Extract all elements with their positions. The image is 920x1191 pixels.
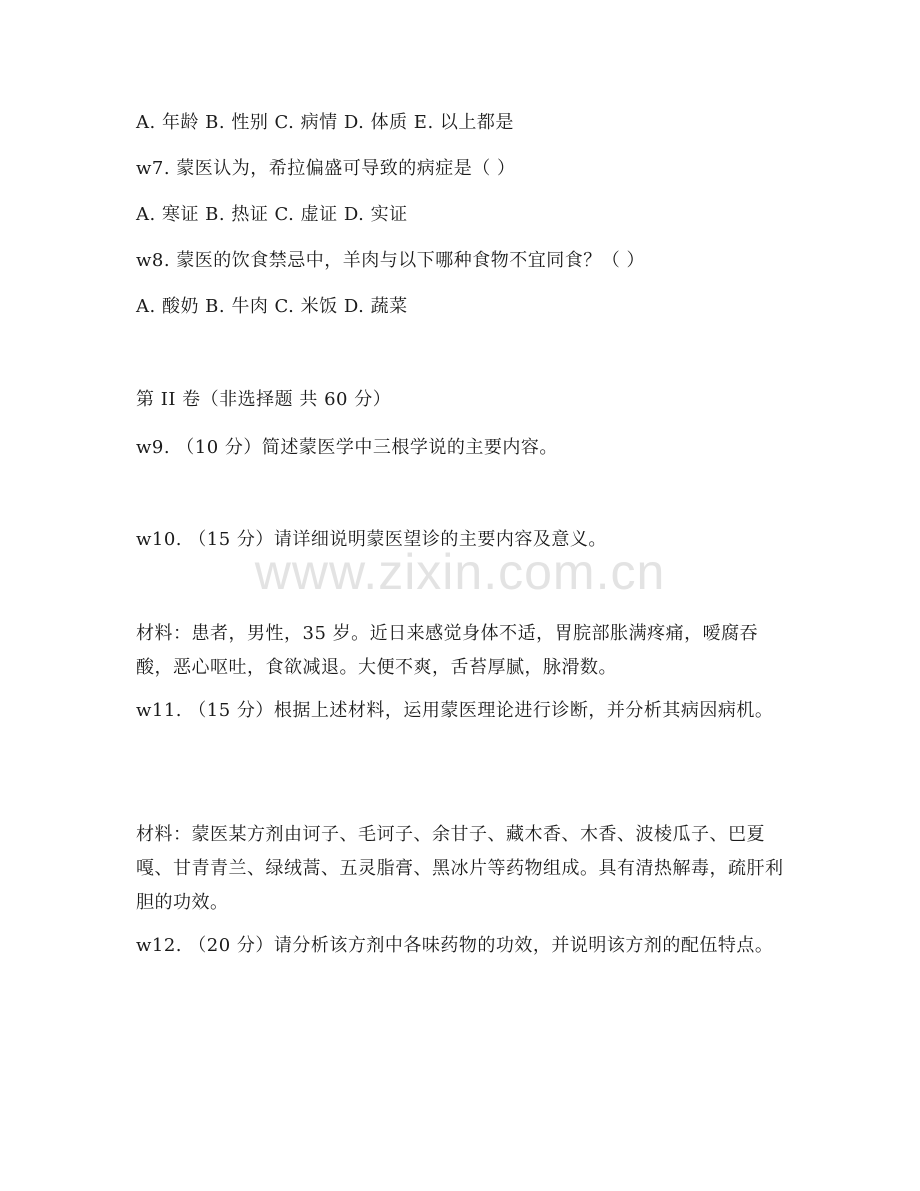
q8-stem: w8. 蒙医的饮食禁忌中，羊肉与以下哪种食物不宜同食？（ ）	[136, 250, 646, 271]
q9-stem: w9. （10 分）简述蒙医学中三根学说的主要内容。	[136, 437, 558, 458]
material-1: 材料：患者，男性，35 岁。近日来感觉身体不适，胃脘部胀满疼痛，嗳腐吞酸，恶心呕吐，食欲减退。大便不爽，舌苔厚腻，脉滑数。	[136, 623, 759, 678]
q6-options: A. 年龄 B. 性别 C. 病情 D. 体质 E. 以上都是	[136, 112, 514, 133]
q7-stem: w7. 蒙医认为，希拉偏盛可导致的病症是（ ）	[136, 158, 516, 179]
material-2: 材料：蒙医某方剂由诃子、毛诃子、余甘子、藏木香、木香、波棱瓜子、巴夏嘎、甘青青兰、绿绒蒿、五灵脂膏、黑冰片等药物组成。具有清热解毒，疏肝利胆的功效。	[136, 824, 784, 913]
q10-stem: w10. （15 分）请详细说明蒙医望诊的主要内容及意义。	[136, 529, 607, 550]
watermark: www.zixin.com.cn	[254, 544, 666, 600]
section-ii-title: 第 II 卷（非选择题 共 60 分）	[136, 389, 392, 410]
q12-stem: w12. （20 分）请分析该方剂中各味药物的功效，并说明该方剂的配伍特点。	[136, 935, 774, 956]
q8-options: A. 酸奶 B. 牛肉 C. 米饭 D. 蔬菜	[136, 296, 408, 317]
q11-stem: w11. （15 分）根据上述材料，运用蒙医理论进行诊断，并分析其病因病机。	[136, 700, 774, 721]
q7-options: A. 寒证 B. 热证 C. 虚证 D. 实证	[136, 204, 408, 225]
